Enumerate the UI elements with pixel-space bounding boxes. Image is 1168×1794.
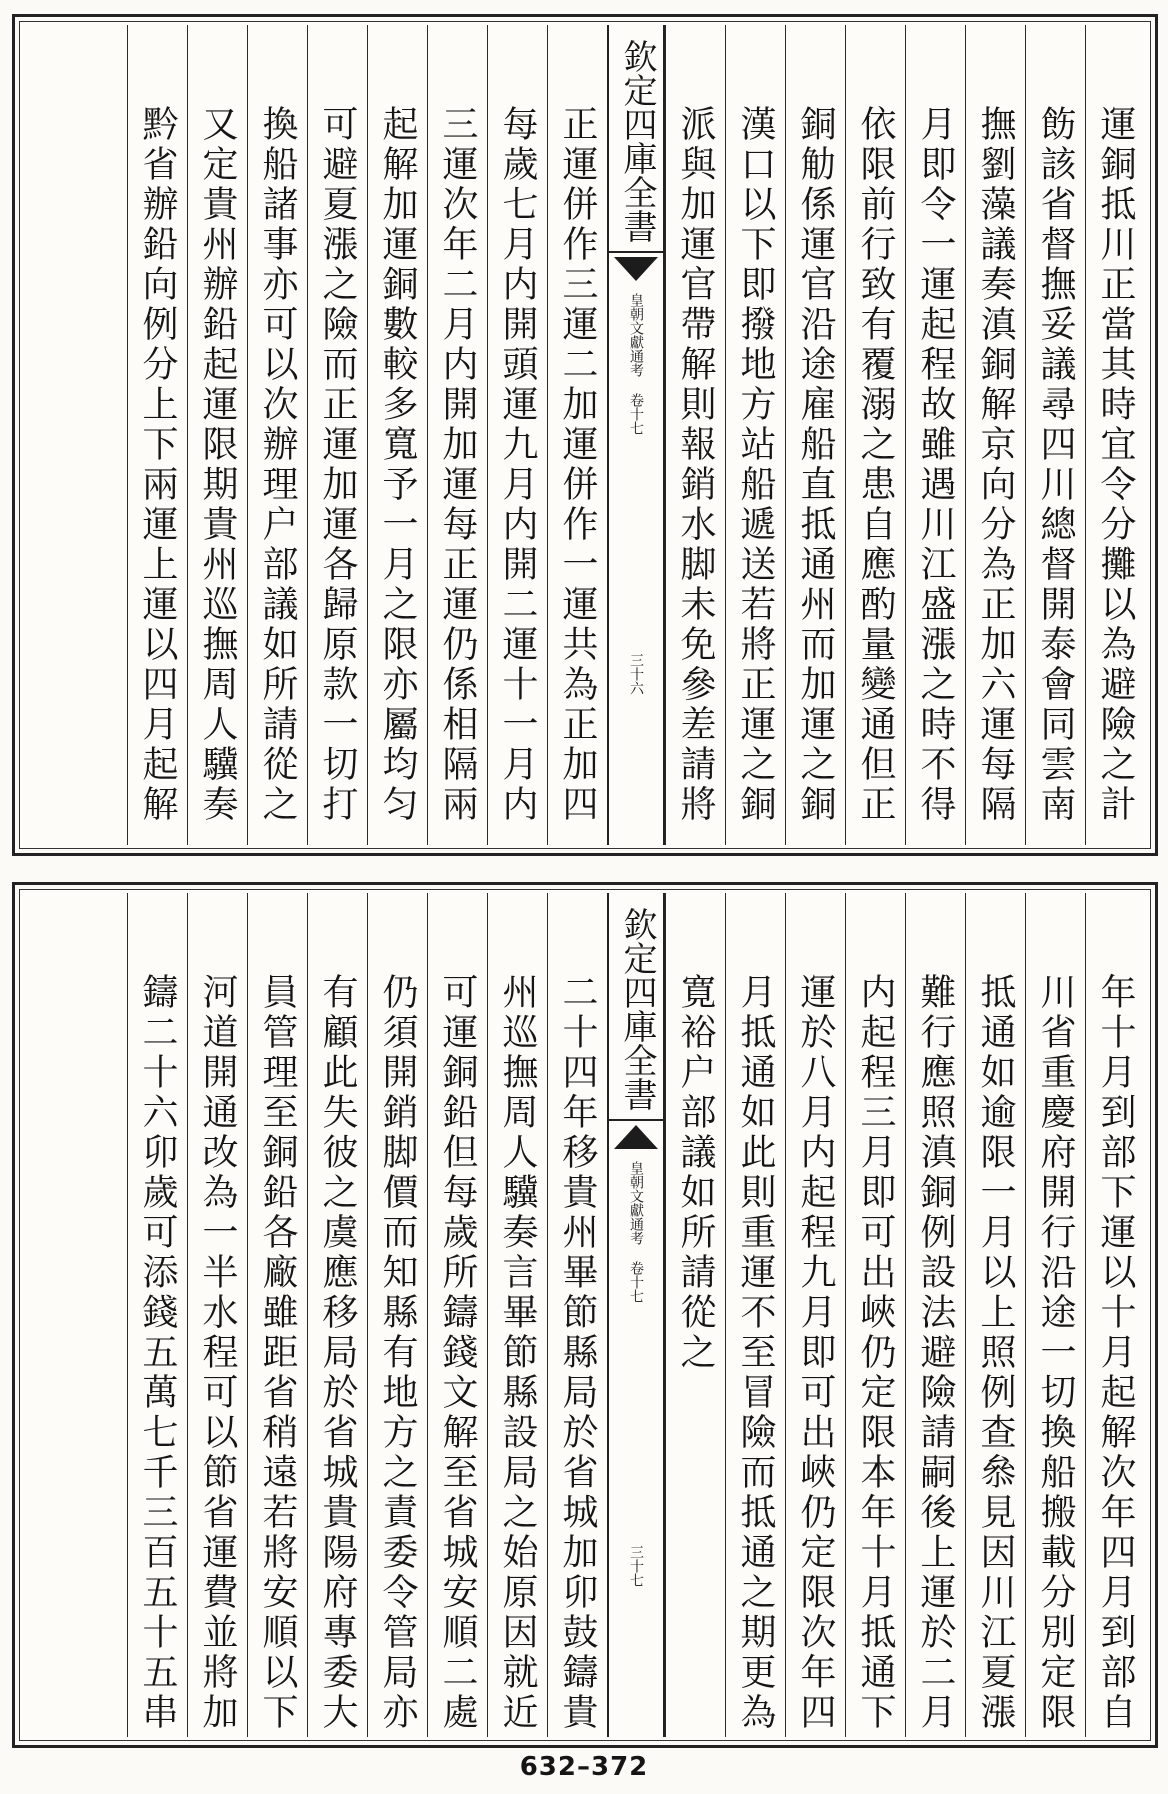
page-number: 632–372 [519,1752,649,1782]
bottom-page [12,882,1158,1748]
banner-title: 欽定四庫全書 [609,25,663,253]
text-column: 月抵通如此則重運不至冒險而抵通之期更為 [725,893,785,1737]
text-column: 有顧此失彼之虞應移局於省城貴陽府專委大 [307,893,367,1737]
text-column: 依限前行致有覆溺之患自應酌量變通但正 [845,25,905,845]
text-column: 黔省辦鉛向例分上下兩運上運以四月起解 [127,25,187,845]
text-column: 飭該省督撫妥議尋四川總督開泰會同雲南 [1025,25,1085,845]
text-column: 川省重慶府開行沿途一切換船搬載分別定限 [1025,893,1085,1737]
text-column: 二十四年移貴州畢節縣局於省城加卯鼓鑄貴 [547,893,607,1737]
bottom-columns [25,893,1145,1737]
banner-subtitle: 皇朝文獻通考 卷十七 [628,293,644,435]
text-column: 河道開通改為一半水程可以節省運費並將加 [187,893,247,1737]
text-column: 正運併作三運二加運併作一運共為正加四 [547,25,607,845]
text-column: 派與加運官帶解則報銷水脚未免參差請將 [665,25,725,845]
top-columns [25,25,1145,845]
text-column: 内起程三月即可出峽仍定限本年十月抵通下 [845,893,905,1737]
text-column: 州巡撫周人驥奏言畢節縣設局之始原因就近 [487,893,547,1737]
text-column: 漢口以下即撥地方站船遞送若將正運之銅 [725,25,785,845]
text-column: 月即令一運起程故雖遇川江盛漲之時不得 [905,25,965,845]
center-banner [607,25,665,845]
text-column: 三運次年二月内開加運每正運仍係相隔兩 [427,25,487,845]
text-column: 每歲七月内開頭運九月内開二運十一月内 [487,25,547,845]
text-column: 仍須開銷脚價而知縣有地方之責委令管局亦 [367,893,427,1737]
text-column: 撫劉藻議奏滇銅解京向分為正加六運每隔 [965,25,1025,845]
center-banner [607,893,665,1737]
banner-page-number: 三十七 [628,1545,644,1587]
text-column: 可避夏漲之險而正運加運各歸原款一切打 [307,25,367,845]
text-column: 可運銅鉛但每歲所鑄錢文解至省城安順二處 [427,893,487,1737]
banner-title: 欽定四庫全書 [609,893,663,1121]
banner-subtitle: 皇朝文獻通考 卷十七 [628,1161,644,1303]
top-page [12,14,1158,856]
text-column: 換船諸事亦可以次辦理户部議如所請從之 [247,25,307,845]
banner-page-number: 三十六 [628,653,644,695]
fishtail-mark [614,1125,658,1149]
text-column: 運銅抵川正當其時宜令分攤以為避險之計 [1085,25,1145,845]
text-column: 運於八月内起程九月即可出峽仍定限次年四 [785,893,845,1737]
text-column: 抵通如逾限一月以上照例查叅見因川江夏漲 [965,893,1025,1737]
text-column: 員管理至銅鉛各廠雖距省稍遠若將安順以下 [247,893,307,1737]
text-column: 銅觔係運官沿途雇船直抵通州而加運之銅 [785,25,845,845]
text-column: 年十月到部下運以十月起解次年四月到部自 [1085,893,1145,1737]
text-column: 寛裕户部議如所請從之 [665,893,725,1737]
text-column: 起解加運銅數較多寬予一月之限亦屬均匀 [367,25,427,845]
text-column: 難行應照滇銅例設法避險請嗣後上運於二月 [905,893,965,1737]
fishtail-mark [614,257,658,281]
text-column: 又定貴州辦鉛起運限期貴州巡撫周人驥奏 [187,25,247,845]
text-column: 鑄二十六卯歲可添錢五萬七千三百五十五串 [127,893,187,1737]
